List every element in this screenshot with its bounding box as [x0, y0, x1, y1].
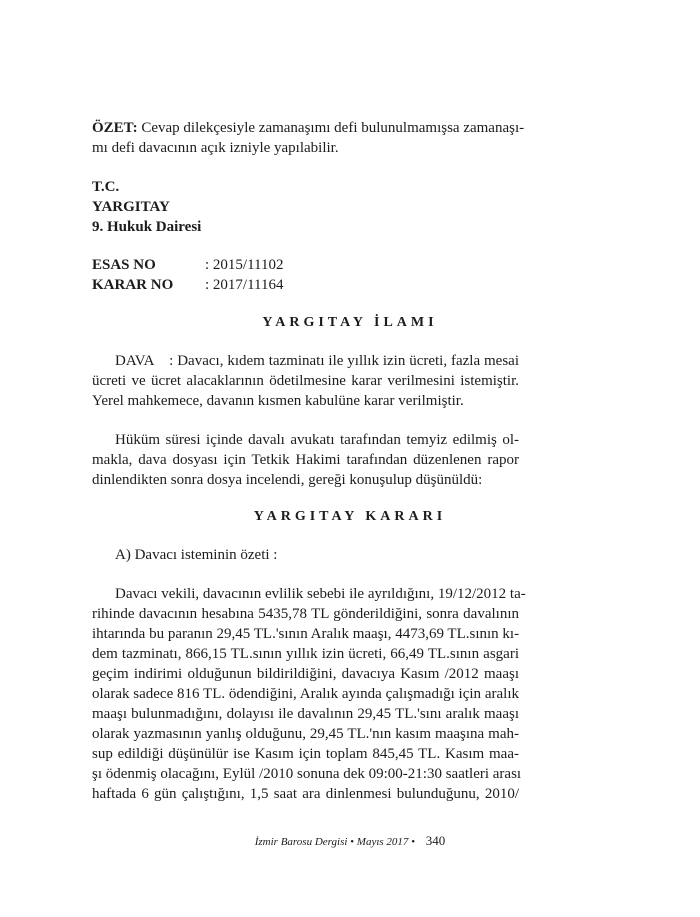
heading-ilam: YARGITAY İLAMI: [262, 315, 438, 330]
body-line: olarak yazmasının yanlış olduğunu, 29,45 TL.'nın kasım maaşına mah-: [92, 726, 519, 742]
body-line: olarak sadece 816 TL. ödendiğini, Aralık ayında çalışmadığı için aralık: [92, 686, 519, 702]
court-header: [92, 177, 519, 237]
page-footer: [0, 832, 700, 850]
dava-line-2: ücreti ve ücret alacaklarının ödetilmesine karar verilmesini istemiştir.: [92, 373, 519, 389]
case-numbers: [92, 255, 519, 295]
karar-row: [92, 275, 519, 295]
court-chamber: 9. Hukuk Dairesi: [92, 219, 202, 235]
body-line: Davacı vekili, davacının evlilik sebebi ile ayrıldığını, 19/12/2012 ta-: [115, 586, 526, 602]
esas-label: ESAS NO: [92, 257, 156, 273]
body-paragraph: [92, 584, 526, 804]
court-country: T.C.: [92, 179, 120, 195]
court-name: YARGITAY: [92, 199, 170, 215]
body-line: rihinde davacının hesabına 5435,78 TL gönderildiğini, sonra davalının: [92, 606, 519, 622]
section-a: [92, 545, 519, 565]
esas-row: [92, 255, 519, 275]
summary-label: ÖZET:: [92, 120, 138, 136]
body-line: haftada 6 gün çalıştığını, 1,5 saat ara dinlenmesi bulunduğunu, 2010/: [92, 786, 519, 802]
body-line: ihtarında bu paranın 29,45 TL.'sının Aralık maaşı, 4473,69 TL.sının kı-: [92, 626, 520, 642]
body-line: geçim indirimi olduğunun bildirildiğini, davacıya Kasım /2012 maaşı: [92, 666, 519, 682]
body-line: sup edildiği düşünülür ise Kasım için toplam 845,45 TL. Kasım maa-: [92, 746, 519, 762]
summary-line-1: [92, 118, 525, 138]
hukum-paragraph: [92, 430, 519, 490]
summary-block: [92, 118, 525, 158]
heading-karar: YARGITAY KARARI: [253, 509, 447, 524]
body-line: şı ödenmiş olacağını, Eylül /2010 sonuna dek 09:00-21:30 saatleri arası: [92, 766, 522, 782]
dava-line-3: Yerel mahkemece, davanın kısmen kabulüne karar verilmiştir.: [92, 393, 464, 409]
dava-paragraph: [92, 351, 519, 411]
hukum-line-1: Hüküm süresi içinde davalı avukatı tarafından temyiz edilmiş ol-: [115, 432, 519, 448]
dava-line-1: DAVA : Davacı, kıdem tazminatı ile yıllık izin ücreti, fazla mesai: [115, 353, 519, 369]
footer-journal: İzmir Barosu Dergisi • Mayıs 2017 •: [254, 836, 416, 848]
hukum-line-2: makla, dava dosyası için Tetkik Hakimi tarafından düzenlenen rapor: [92, 452, 519, 468]
karar-value: : 2017/11164: [205, 277, 284, 293]
summary-line-2: mı defi davacının açık izniyle yapılabilir.: [92, 140, 339, 156]
page-number: 340: [425, 833, 446, 848]
esas-value: : 2015/11102: [205, 257, 284, 273]
hukum-line-3: dinlendikten sonra dosya incelendi, gereği konuşulup düşünüldü:: [92, 472, 483, 488]
body-line: dem tazminatı, 866,15 TL.sının yıllık izin ücreti, 66,49 TL.sının asgari: [92, 646, 519, 662]
summary-text-1: Cevap dilekçesiyle zamanaşımı defi bulunulmamışsa zamanaşı-: [137, 120, 525, 136]
karar-label: KARAR NO: [92, 277, 174, 293]
body-line: maaşı bulunmadığını, dolayısı ile davalının 29,45 TL.'sını aralık maaşı: [92, 706, 519, 722]
section-a-title: A) Davacı isteminin özeti :: [115, 547, 278, 563]
